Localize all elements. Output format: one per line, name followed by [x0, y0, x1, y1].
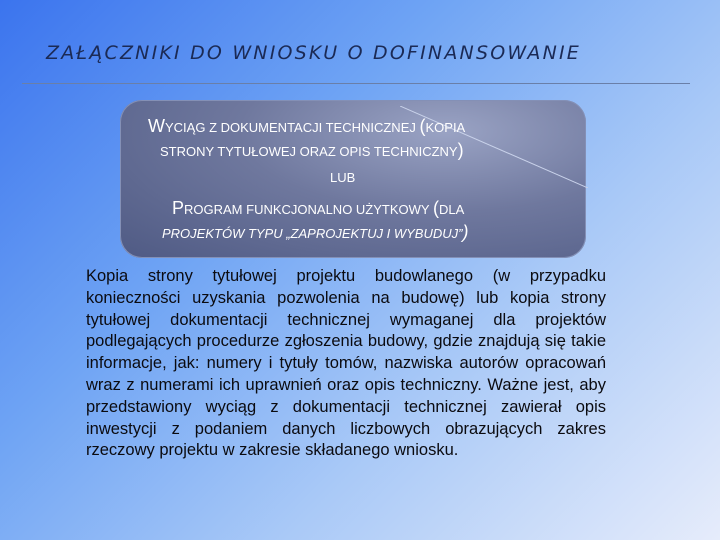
body-paragraph: Kopia strony tytułowej projektu budowlanego (w przypadku konieczności uzyskania pozwolenia na budowę) lub kopia strony tytułowej dokumentacji technicznej wymaganej dla projektów podlegających procedurze zgłoszenia budowy, gdzie znajdują się takie informacje, jak: numery i tytuły tomów, nazwiska autorów opracowań wraz z numerami ich uprawnień oraz opis techniczny. Ważne jest, aby przedstawiony wyciąg z dokumentacji technicznej zawierał opis inwestycji z podaniem danych liczbowych obrazujących zakres rzeczowy projektu w zakresie składanego wniosku.: [86, 267, 606, 460]
box-line-2: STRONY TYTUŁOWEJ ORAZ OPIS TECHNICZNY): [160, 140, 464, 160]
title-divider: [22, 83, 690, 84]
box-line-or: LUB: [330, 170, 356, 185]
slide-title: ZAŁĄCZNIKI DO WNIOSKU O DOFINANSOWANIE: [46, 42, 582, 64]
box-line-4: PROGRAM FUNKCJONALNO UŻYTKOWY (DLA: [172, 198, 465, 218]
box-line-5: PROJEKTÓW TYPU „ZAPROJEKTUJ I WYBUDUJ”): [162, 222, 469, 242]
box-line-1: WYCIĄG Z DOKUMENTACJI TECHNICZNEJ (KOPIA: [148, 116, 466, 136]
